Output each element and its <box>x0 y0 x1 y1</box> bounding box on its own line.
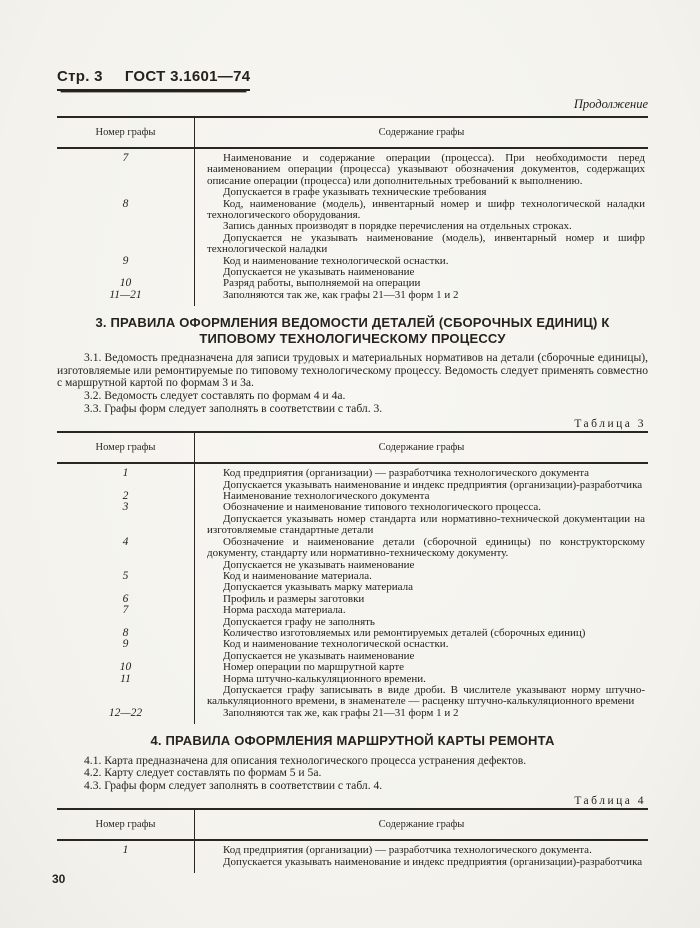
content-paragraph: Код и наименование технологической оснастки. <box>223 638 449 651</box>
table-row <box>57 256 648 279</box>
content-paragraph: Запись данных производят в порядке перечисления на отдельных строках. <box>223 220 572 233</box>
content-paragraph: Допускается не указывать наименование <box>223 558 415 571</box>
content-paragraph: Обозначение и наименование типового технологического процесса. <box>223 501 542 514</box>
row-number-cell: 8 <box>122 626 129 639</box>
row-content-cell <box>194 290 648 301</box>
column-header-number: Номер графы <box>57 118 195 147</box>
column-header-content: Содержание графы <box>378 442 465 454</box>
row-number-cell: 7 <box>122 152 129 164</box>
table-continuation-header <box>57 118 648 149</box>
content-paragraph: Норма расхода материала. <box>223 604 346 617</box>
continuation-label: Продолжение <box>573 97 648 111</box>
content-paragraph: Разряд работы, выполняемой на операции <box>223 277 421 290</box>
row-number-cell: 10 <box>119 277 132 290</box>
content-paragraph: Обозначение и наименование детали (сборочной единицы) по конструкторскому документу, стандарту или нормативно-техническому документу. <box>207 535 645 560</box>
row-number-cell: 12—22 <box>108 706 143 719</box>
row-number-cell: 9 <box>122 638 129 651</box>
row-number-cell: 11—21 <box>109 288 142 301</box>
table-row <box>57 605 648 628</box>
content-paragraph: Наименование технологического документа <box>223 490 430 503</box>
row-content-cell <box>194 199 648 256</box>
table-row <box>57 708 648 719</box>
doc-number: ГОСТ 3.1601—74 <box>124 68 251 85</box>
table-4-label: Таблица 4 <box>574 795 646 808</box>
row-number-cell: 11 <box>120 672 131 685</box>
content-paragraph: Допускается не указывать наименование <box>223 266 415 279</box>
table-row <box>57 290 648 301</box>
content-paragraph: Номер операции по маршрутной карте <box>223 661 405 674</box>
row-number-cell: 1 <box>122 467 129 480</box>
row-content-cell <box>194 708 648 719</box>
table-row <box>57 674 648 708</box>
page-content <box>57 68 648 873</box>
table-4 <box>57 808 648 873</box>
section-4-title: 4. ПРАВИЛА ОФОРМЛЕНИЯ МАРШРУТНОЙ КАРТЫ РЕМОНТА <box>150 733 555 749</box>
column-header-number: Номер графы <box>57 433 195 462</box>
row-content-cell <box>194 502 648 536</box>
page-label: Стр. 3 <box>57 68 103 85</box>
content-paragraph: Допускается в графе указывать технические требования <box>223 186 487 199</box>
content-paragraph: Наименование и содержание операции (процесса). При необходимости перед наименованием операции (процесса) указывают обозначения документов, содержащих описание операции (процесса) или дополнительных требований к выполнению. <box>207 152 645 187</box>
running-head <box>57 68 250 91</box>
page-number: 30 <box>52 872 66 886</box>
column-header-content: Содержание графы <box>378 819 465 831</box>
row-number-cell: 9 <box>122 254 129 267</box>
row-content-cell <box>194 845 648 868</box>
row-number-cell: 7 <box>122 604 129 617</box>
row-content-cell <box>194 639 648 662</box>
table-row <box>57 571 648 594</box>
content-paragraph: Допускается указывать номер стандарта или нормативно-технической документации на изготовляемые стандартные детали <box>207 512 645 537</box>
content-paragraph: Допускается указывать наименование и индекс предприятия (организации)-разработчика <box>223 478 643 491</box>
table-3-body <box>57 464 648 724</box>
content-paragraph: Допускается графу записывать в виде дроби. В числителе указывают норму штучно-калькуляционного времени, в знаменателе — расценку штучно-калькуляционного времени <box>207 683 645 708</box>
content-paragraph: Код, наименование (модель), инвентарный номер и шифр технологической наладки технологического оборудования. <box>207 197 645 222</box>
content-paragraph: Заполняются так же, как графы 21—31 форм 1 и 2 <box>223 288 459 301</box>
table-row <box>57 594 648 605</box>
row-content-cell <box>194 153 648 199</box>
table-row <box>57 199 648 256</box>
row-content-cell <box>194 468 648 491</box>
table-row <box>57 662 648 673</box>
table-4-body <box>57 841 648 873</box>
content-paragraph: Профиль и размеры заготовки <box>223 592 365 605</box>
table-row <box>57 468 648 491</box>
content-paragraph: Допускается указывать наименование и индекс предприятия (организации)-разработчика <box>223 855 643 868</box>
paragraph-3-1: 3.1. Ведомость предназначена для записи трудовых и материальных нормативов на детали (сборочные единицы), изготовляемые или ремонтируемые по типовому технологическому процессу. Ведомость следует применять совместно с маршрутной картой по формам 3 и 3а. <box>57 351 648 390</box>
table-3-label: Таблица 3 <box>574 418 646 431</box>
section-3-title: 3. ПРАВИЛА ОФОРМЛЕНИЯ ВЕДОМОСТИ ДЕТАЛЕЙ (СБОРОЧНЫХ ЕДИНИЦ) К ТИПОВОМУ ТЕХНОЛОГИЧЕСКОМУ ПРОЦЕССУ <box>95 315 610 346</box>
row-number-cell: 1 <box>122 844 129 857</box>
content-paragraph: Допускается не указывать наименование <box>223 649 415 662</box>
table-continuation <box>57 116 648 306</box>
row-number-cell: 8 <box>122 197 129 210</box>
column-header-content: Содержание графы <box>378 127 465 138</box>
table-3 <box>57 431 648 724</box>
row-number-cell: 5 <box>122 569 129 582</box>
row-content-cell <box>194 537 648 571</box>
paragraph-3-2: 3.2. Ведомость следует составлять по формам 4 и 4а. <box>84 389 346 403</box>
table-row <box>57 845 648 868</box>
paragraph-4-3: 4.3. Графы форм следует заполнять в соответствии с табл. 4. <box>84 778 383 792</box>
table-row <box>57 153 648 199</box>
row-content-cell <box>194 662 648 673</box>
content-paragraph: Количество изготовляемых или ремонтируемых деталей (сборочных единиц) <box>223 626 586 639</box>
paragraph-4-1: 4.1. Карта предназначена для описания технологического процесса устранения дефектов. <box>84 753 527 767</box>
table-continuation-body <box>57 149 648 306</box>
content-paragraph: Код предприятия (организации) — разработчика технологического документа <box>223 467 590 480</box>
content-paragraph: Код и наименование материала. <box>223 569 372 582</box>
row-number-cell: 3 <box>122 501 129 514</box>
row-content-cell <box>194 674 648 708</box>
row-number-cell: 4 <box>122 535 129 548</box>
paragraph-4-2: 4.2. Карту следует составлять по формам 5 и 5а. <box>84 766 322 780</box>
row-content-cell <box>194 571 648 594</box>
content-paragraph: Норма штучно-калькуляционного времени. <box>223 672 426 685</box>
row-number-cell: 6 <box>122 592 129 605</box>
table-row <box>57 639 648 662</box>
content-paragraph: Код и наименование технологической оснастки. <box>223 254 449 267</box>
paragraph-3-3: 3.3. Графы форм следует заполнять в соответствии с табл. 3. <box>84 401 383 415</box>
column-header-number: Номер графы <box>57 810 195 839</box>
content-paragraph: Допускается указывать марку материала <box>223 581 413 594</box>
table-row <box>57 537 648 571</box>
content-paragraph: Допускается не указывать наименование (модель), инвентарный номер и шифр технологической наладки <box>207 231 645 256</box>
row-content-cell <box>194 605 648 628</box>
table-4-header <box>57 810 648 841</box>
content-paragraph: Допускается графу не заполнять <box>223 615 375 628</box>
table-3-header <box>57 433 648 464</box>
content-paragraph: Код предприятия (организации) — разработчика технологического документа. <box>223 844 592 857</box>
row-number-cell: 10 <box>119 661 132 674</box>
table-row <box>57 502 648 536</box>
row-content-cell <box>194 256 648 279</box>
content-paragraph: Заполняются так же, как графы 21—31 форм 1 и 2 <box>223 706 459 719</box>
row-number-cell: 2 <box>122 490 129 503</box>
